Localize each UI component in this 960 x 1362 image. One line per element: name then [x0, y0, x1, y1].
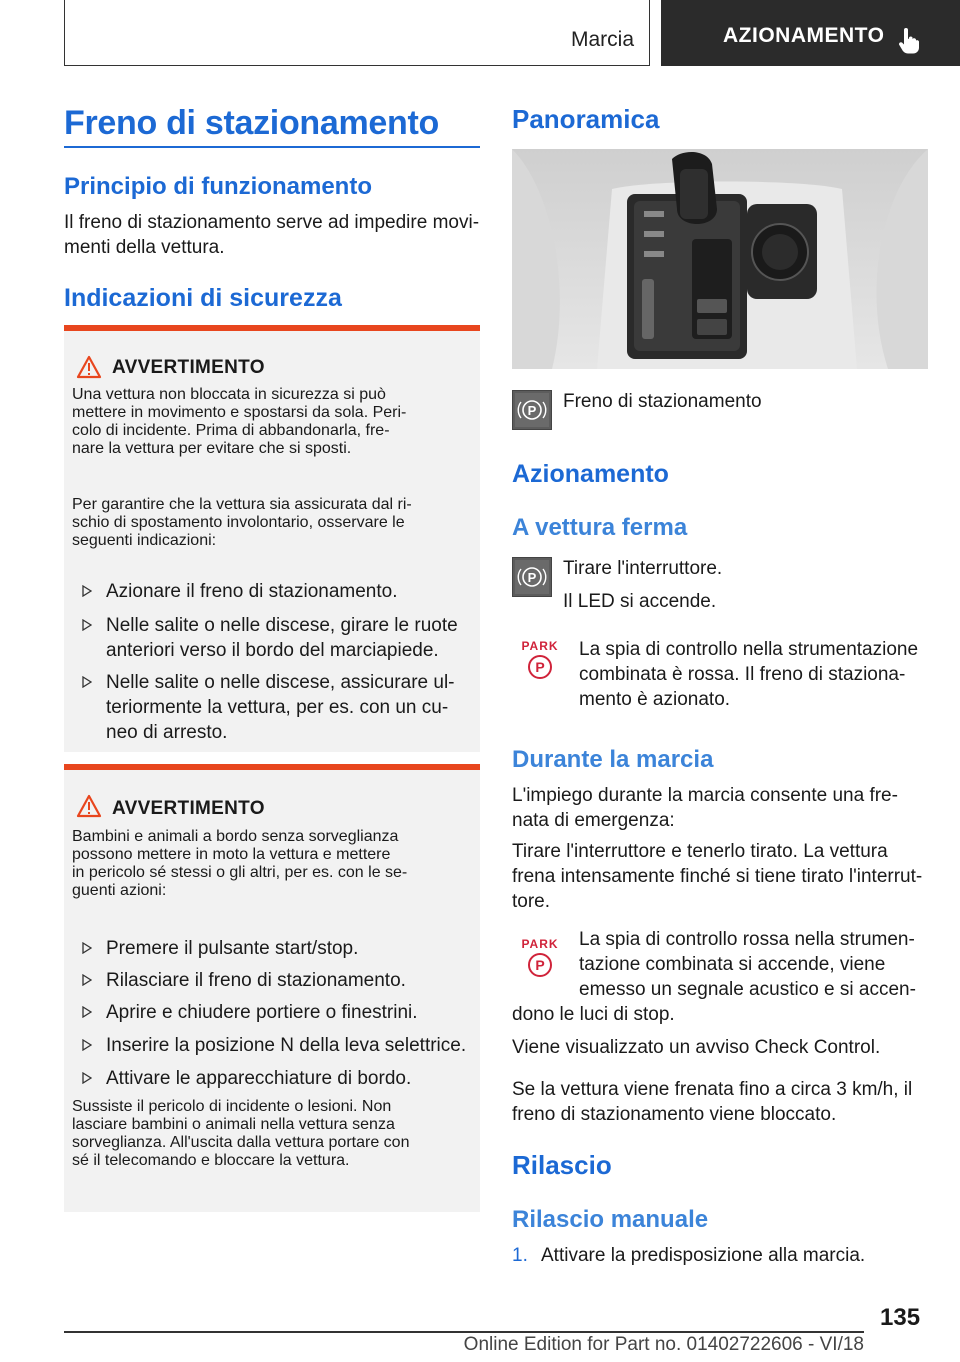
list-item-text: Nelle salite o nelle discese, assicurare ul- [106, 672, 455, 693]
text-line: Sussiste il pericolo di incidente o lesioni. Non [72, 1098, 392, 1115]
text-line: L'impiego durante la marcia consente una fre- [512, 785, 898, 806]
center-console-photo [512, 149, 928, 369]
text-line: mento è azionato. [579, 689, 731, 710]
bullet-triangle-icon [82, 1006, 92, 1018]
park-text-1 [579, 637, 918, 712]
manual-release-heading: Rilascio manuale [512, 1206, 709, 1233]
list-item-text: neo di arresto. [106, 722, 228, 743]
list-item-text: Premere il pulsante start/stop. [106, 938, 359, 959]
park-label: PARK [521, 639, 559, 653]
warning-2-closing [72, 1098, 472, 1170]
parking-brake-switch-icon [512, 390, 552, 430]
overview-caption: Freno di stazionamento [563, 391, 762, 412]
footer-divider [64, 1331, 864, 1333]
warning-1-text [72, 386, 472, 458]
text-line: tore. [512, 891, 551, 912]
list-item [106, 968, 472, 993]
title-divider [64, 146, 480, 148]
text-line: La spia di controllo nella strumentazione [579, 639, 919, 660]
list-item-text: Aprire e chiudere portiere o finestrini. [106, 1002, 418, 1023]
text-line: possono mettere in moto la vettura e mettere [72, 846, 391, 863]
text-line: sorveglianza. All'uscita dalla vettura portare con [72, 1134, 410, 1151]
text-line: guenti azioni: [72, 882, 167, 899]
text-line: frena intensamente finché si tiene tirato l'interrut- [512, 866, 923, 887]
warning-box-1 [64, 325, 480, 752]
footer-edition: Online Edition for Part no. 01402722606 - VI/18 [463, 1334, 864, 1355]
principle-text-line2: menti della vettura. [64, 237, 225, 258]
bullet-triangle-icon [82, 1072, 92, 1084]
parking-brake-switch-icon [512, 557, 552, 597]
text-line: La spia di controllo rossa nella strumen- [579, 929, 915, 950]
warning-1-text-2 [72, 496, 472, 550]
park-symbol: P [528, 953, 552, 977]
text-line: mettere in movimento e spostarsi da sola. Peri- [72, 404, 407, 421]
list-item-text: Azionare il freno di stazionamento. [106, 581, 398, 602]
text-line: seguenti indicazioni: [72, 532, 217, 549]
text-line: Se la vettura viene frenata fino a circa 3 km/h, il [512, 1079, 913, 1100]
release-heading: Rilascio [512, 1150, 612, 1180]
bullet-triangle-icon [82, 942, 92, 954]
header-chapter-label: AZIONAMENTO [723, 24, 885, 47]
text-line: in pericolo sé stessi o gli altri, per es. con le se- [72, 864, 408, 881]
safety-heading: Indicazioni di sicurezza [64, 284, 342, 312]
svg-text:P: P [527, 570, 537, 585]
text-line: sé il telecomando e bloccare la vettura. [72, 1152, 350, 1169]
hand-pointer-icon [896, 28, 920, 54]
list-item-text: teriormente la vettura, per es. con un cu- [106, 697, 449, 718]
text-line: nata di emergenza: [512, 810, 675, 831]
text-line: tazione combinata si accende, viene [579, 954, 886, 975]
step-number: 1. [512, 1245, 528, 1266]
header-section-box [64, 0, 650, 66]
text-line: Bambini e animali a bordo senza sorveglianza [72, 828, 399, 845]
list-item [106, 1066, 472, 1091]
text-line: schio di spostamento involontario, osservare le [72, 514, 405, 531]
warning-triangle-icon [76, 355, 102, 379]
svg-text:P: P [527, 403, 537, 418]
bullet-triangle-icon [82, 619, 92, 631]
text-line: emesso un segnale acustico e si accen- [579, 979, 916, 1000]
list-item-text: Nelle salite o nelle discese, girare le ruote [106, 615, 458, 636]
park-text-2-tail: dono le luci di stop. [512, 1004, 675, 1025]
driving-heading: Durante la marcia [512, 746, 714, 773]
stopped-heading: A vettura ferma [512, 514, 688, 541]
list-item [106, 613, 472, 663]
page-title: Freno di stazionamento [64, 104, 439, 142]
park-warning-icon [520, 640, 560, 682]
stopped-line2: Il LED si accende. [563, 591, 717, 612]
text-line: lasciare bambini o animali nella vettura senza [72, 1116, 395, 1133]
principle-text-line1: Il freno di stazionamento serve ad impedire movi- [64, 212, 480, 233]
warning-2-text [72, 828, 472, 900]
list-item-text: Attivare le apparecchiature di bordo. [106, 1068, 412, 1089]
bullet-triangle-icon [82, 974, 92, 986]
list-item [106, 936, 472, 961]
text-line: nare la vettura per evitare che si sposti. [72, 440, 352, 457]
warning-title-2: AVVERTIMENTO [112, 798, 265, 819]
text-line: Una vettura non bloccata in sicurezza si può [72, 386, 386, 403]
header-section-title: Marcia [570, 28, 634, 51]
page-number: 135 [880, 1304, 921, 1331]
park-label: PARK [521, 937, 559, 951]
list-item [106, 579, 472, 604]
warning-title-1: AVVERTIMENTO [112, 357, 265, 378]
warning-triangle-icon [76, 794, 102, 818]
driving-text-1 [512, 783, 898, 833]
text-line: freno di stazionamento viene bloccato. [512, 1104, 837, 1125]
list-item [106, 1000, 472, 1025]
text-line: colo di incidente. Prima di abbandonarla, fre- [72, 422, 390, 439]
step-text: Attivare la predisposizione alla marcia. [541, 1245, 866, 1266]
list-item-text: Inserire la posizione N della leva selettrice. [106, 1035, 467, 1056]
check-control-text: Viene visualizzato un avviso Check Control. [512, 1037, 881, 1058]
warning-box-2 [64, 764, 480, 1212]
list-item [106, 670, 472, 745]
speed-text [512, 1077, 912, 1127]
park-warning-icon [520, 938, 560, 980]
bullet-triangle-icon [82, 676, 92, 688]
list-item-text: anteriori verso il bordo del marciapiede. [106, 640, 439, 661]
park-text-2 [579, 927, 916, 1002]
text-line: Per garantire che la vettura sia assicurata dal ri- [72, 496, 412, 513]
list-item [106, 1033, 472, 1058]
stopped-line1: Tirare l'interruttore. [563, 558, 723, 579]
overview-heading: Panoramica [512, 104, 660, 134]
park-symbol: P [528, 655, 552, 679]
driving-text-2 [512, 839, 922, 914]
text-line: combinata è rossa. Il freno di staziona- [579, 664, 906, 685]
operation-heading: Azionamento [512, 460, 669, 488]
principle-heading: Principio di funzionamento [64, 173, 372, 200]
list-item-text: Rilasciare il freno di stazionamento. [106, 970, 406, 991]
bullet-triangle-icon [82, 1039, 92, 1051]
bullet-triangle-icon [82, 585, 92, 597]
text-line: Tirare l'interruttore e tenerlo tirato. La vettura [512, 841, 888, 862]
